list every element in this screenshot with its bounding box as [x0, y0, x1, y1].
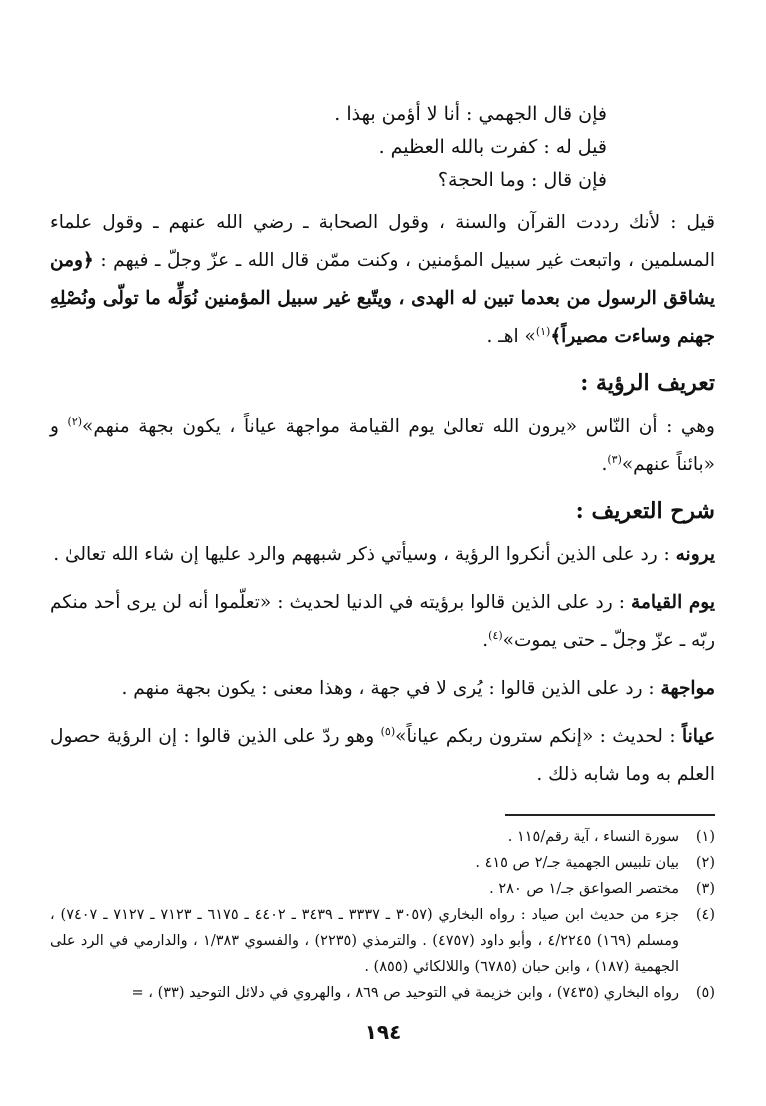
footnote-divider	[505, 814, 715, 816]
paragraph-text: وهو ردّ على الذين قالوا : إن الرؤية حصول العلم به وما شابه ذلك .	[50, 726, 715, 785]
paragraph-explanation	[50, 670, 715, 708]
paragraph-text: .	[601, 454, 608, 475]
footnote	[50, 902, 715, 980]
footnote-text: رواه البخاري (٧٤٣٥) ، وابن خزيمة في التوحيد ص ٨٦٩ ، والهروي في دلائل التوحيد (٣٣) ، =	[131, 985, 679, 1001]
dialogue-lines	[50, 100, 715, 194]
paragraph-text: : رد على الذين قالوا برؤيته في الدنيا لحديث : «تعلّموا أنه لن يرى أحد منكم ربّه ـ عزّ وجلّ ـ حتى يموت»	[50, 592, 715, 651]
footnote-text: جزء من حديث ابن صياد : رواه البخاري (٣٠٥٧ ـ ٣٣٣٧ ـ ٣٤٣٩ ـ ٤٤٠٢ ـ ٦١٧٥ ـ ٧١٢٣ ـ ٧١٢٧ ـ ٧٤٠٧) ، ومسلم (١٦٩) ٤/٢٢٤٥ ، وأبو داود (٤٧٥٧) . والترمذي (٢٢٣٥) ، والفسوي ١/٣٨٣ ، والدارمي في الرد على الجهمية (١٨٧) ، وابن حبان (٦٧٨٥) واللالكائي (٨٥٥) .	[50, 907, 679, 975]
paragraph-text: : رد على الذين أنكروا الرؤية ، وسيأتي ذكر شبههم والرد عليها إن شاء الله تعالىٰ .	[53, 544, 676, 565]
footnote	[50, 850, 715, 876]
section-heading: شرح التعريف :	[575, 498, 715, 524]
footnote-ref: (١)	[535, 324, 551, 338]
paragraph-text: : رد على الذين قالوا : يُرى لا في جهة ، وهذا معنى : يكون بجهة منهم .	[121, 678, 661, 699]
term: يرونه	[675, 544, 715, 565]
paragraph-explanation	[50, 584, 715, 660]
footnote-text: مختصر الصواعق جـ/١ ص ٢٨٠ .	[489, 881, 679, 897]
page-body	[50, 100, 715, 1006]
paragraph-text: .	[482, 630, 489, 651]
dialogue-line: قيل له : كفرت بالله العظيم .	[378, 136, 607, 158]
footnote-ref: (٢)	[67, 414, 83, 428]
paragraph-text: » اهـ .	[486, 326, 536, 347]
paragraph-explanation	[50, 536, 715, 574]
dialogue-line: فإن قال : وما الحجة؟	[437, 169, 607, 191]
paragraph-definition	[50, 408, 715, 484]
paragraph-text: قيل : لأنك رددت القرآن والسنة ، وقول الصحابة ـ رضي الله عنهم ـ وقول علماء المسلمين ، واتبعت غير سبيل المؤمنين ، وكنت ممّن قال الله ـ عزّ وجلّ ـ فيهم :	[50, 212, 715, 271]
section-heading: تعريف الرؤية :	[580, 370, 715, 396]
footnote-ref: (٣)	[607, 452, 622, 466]
paragraph-text: وهي : أن النّاس «يرون الله تعالىٰ يوم القيامة مواجهة عياناً ، يكون بجهة منهم»	[82, 416, 715, 437]
footnote-number: (٣)	[695, 881, 715, 897]
paragraph-answer	[50, 204, 715, 356]
footnote-ref: (٥)	[380, 724, 396, 738]
dialogue-line: فإن قال الجهمي : أنا لا أؤمن بهذا .	[334, 103, 607, 125]
footnotes	[50, 824, 715, 1006]
footnote-text: سورة النساء ، آية رقم/١١٥ .	[507, 829, 679, 845]
term: يوم القيامة	[631, 592, 715, 613]
footnote-number: (١)	[695, 829, 715, 845]
paragraph-text: و «بائناً عنهم»	[50, 416, 715, 475]
footnote-text: بيان تلبيس الجهمية جـ/٢ ص ٤١٥ .	[475, 855, 679, 871]
footnote-number: (٥)	[695, 985, 715, 1001]
footnote	[50, 980, 715, 1006]
footnote	[50, 876, 715, 902]
footnote-number: (٢)	[695, 855, 715, 871]
footnote-ref: (٤)	[488, 628, 503, 642]
quran-verse: ﴿ومن يشاقق الرسول من بعدما تبين له الهدى ، ويتّبع غير سبيل المؤمنين نُوَلِّه ما تولّى ونُصْلِهِ جهنم وساءت مصيراً﴾	[50, 250, 715, 347]
term: عياناً	[681, 726, 715, 747]
paragraph-explanation	[50, 718, 715, 794]
page-number: ١٩٤	[364, 1020, 402, 1044]
footnote	[50, 824, 715, 850]
paragraph-text: : لحديث : «إنكم سترون ربكم عياناً»	[395, 726, 682, 747]
footnote-number: (٤)	[695, 907, 715, 923]
term: مواجهة	[660, 678, 715, 699]
